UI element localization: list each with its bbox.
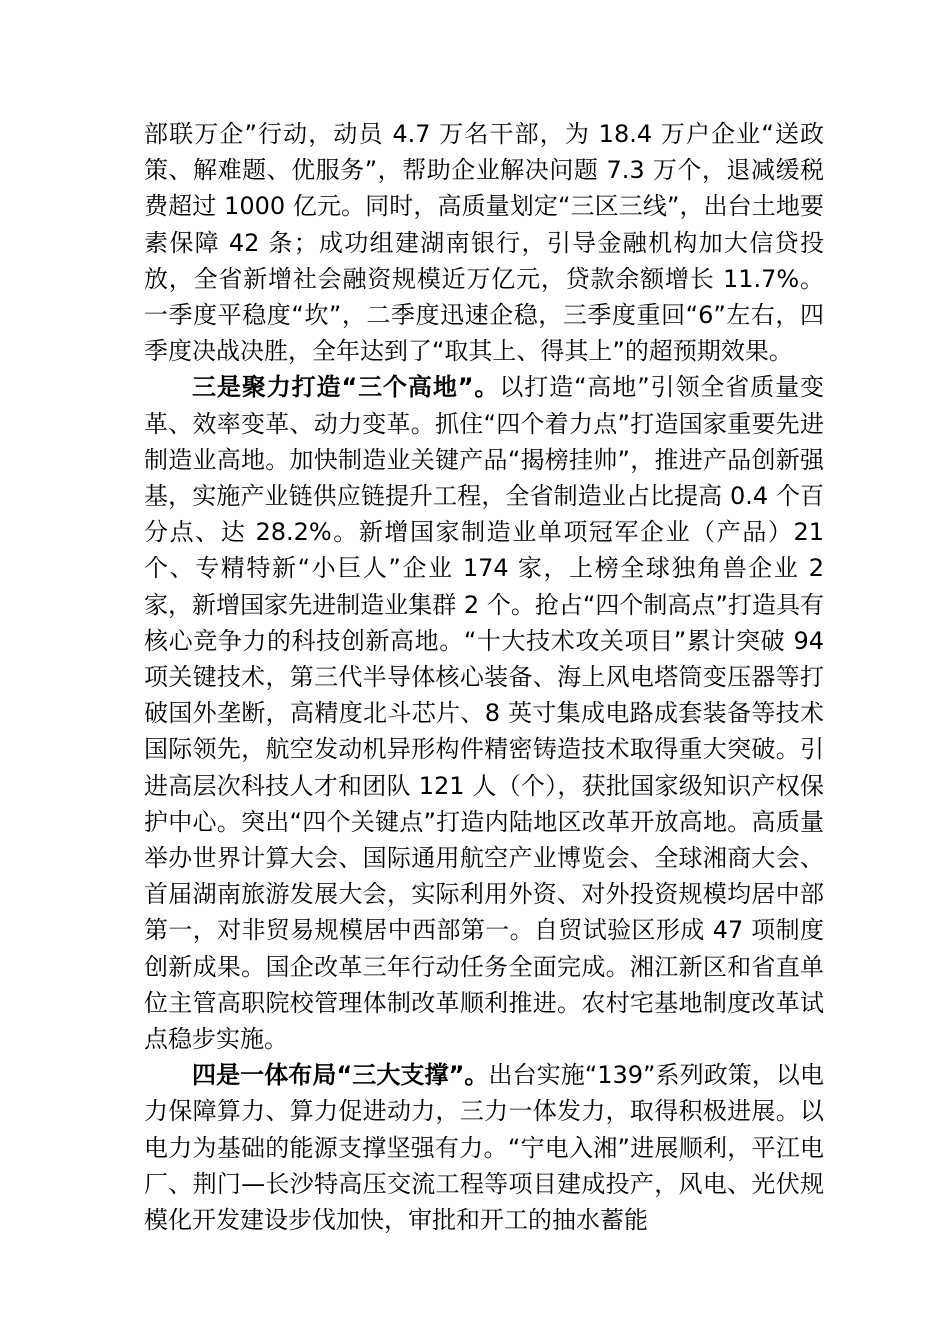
paragraph-three-supports [144,1057,824,1238]
paragraph-text: 出台实施“139”系列政策，以电力保障算力、算力促进动力，三力一体发力，取得积极进展。以电力为基础的能源支撑坚强有力。“宁电入湘”进展顺利，平江电厂、荆门—长沙特高压交流工程等项目建成投产，风电、光伏规模化开发建设步伐加快，审批和开工的抽水蓄能 [144,1061,824,1235]
document-body [144,116,824,1238]
paragraph-text: 部联万企”行动，动员 4.7 万名干部，为 18.4 万户企业“送政策、解难题、优服务”，帮助企业解决问题 7.3 万个，退减缓税费超过 1000 亿元。同时，高质量划定“三区三线”，出台土地要素保障 42 条；成功组建湖南银行，引导金融机构加大信贷投放，全省新增社会融资规模近万亿元，贷款余额增长 11.7%。一季度平稳度“坎”，二季度迅速企稳，三季度重回“6”左右，四季度决战决胜，全年达到了“取其上、得其上”的超预期效果。 [144,120,824,366]
paragraph-lead-heading: 三是聚力打造“三个高地”。 [192,373,500,402]
paragraph-text: 以打造“高地”引领全省质量变革、效率变革、动力变革。抓住“四个着力点”打造国家重要先进制造业高地。加快制造业关键产品“揭榜挂帅”，推进产品创新强基，实施产业链供应链提升工程，全省制造业占比提高 0.4 个百分点、达 28.2%。新增国家制造业单项冠军企业（产品）21 个、专精特新“小巨人”企业 174 家，上榜全球独角兽企业 2 家，新增国家先进制造业集群 2 个。抢占“四个制高点”打造具有核心竞争力的科技创新高地。“十大技术攻关项目”累计突破 94 项关键技术，第三代半导体核心装备、海上风电塔筒变压器等打破国外垄断，高精度北斗芯片、8 英寸集成电路成套装备等技术国际领先，航空发动机异形构件精密铸造技术取得重大突破。引进高层次科技人才和团队 121 人（个），获批国家级知识产权保护中心。突出“四个关键点”打造内陆地区改革开放高地。高质量举办世界计算大会、国际通用航空产业博览会、全球湘商大会、首届湖南旅游发展大会，实际利用外资、对外投资规模均居中部第一，对非贸易规模居中西部第一。自贸试验区形成 47 项制度创新成果。国企改革三年行动任务全面完成。湘江新区和省直单位主管高职院校管理体制改革顺利推进。农村宅基地制度改革试点稳步实施。 [144,373,824,1054]
paragraph-continuation [144,116,824,369]
paragraph-three-highlands [144,369,824,1057]
paragraph-lead-heading: 四是一体布局“三大支撑”。 [192,1061,489,1090]
